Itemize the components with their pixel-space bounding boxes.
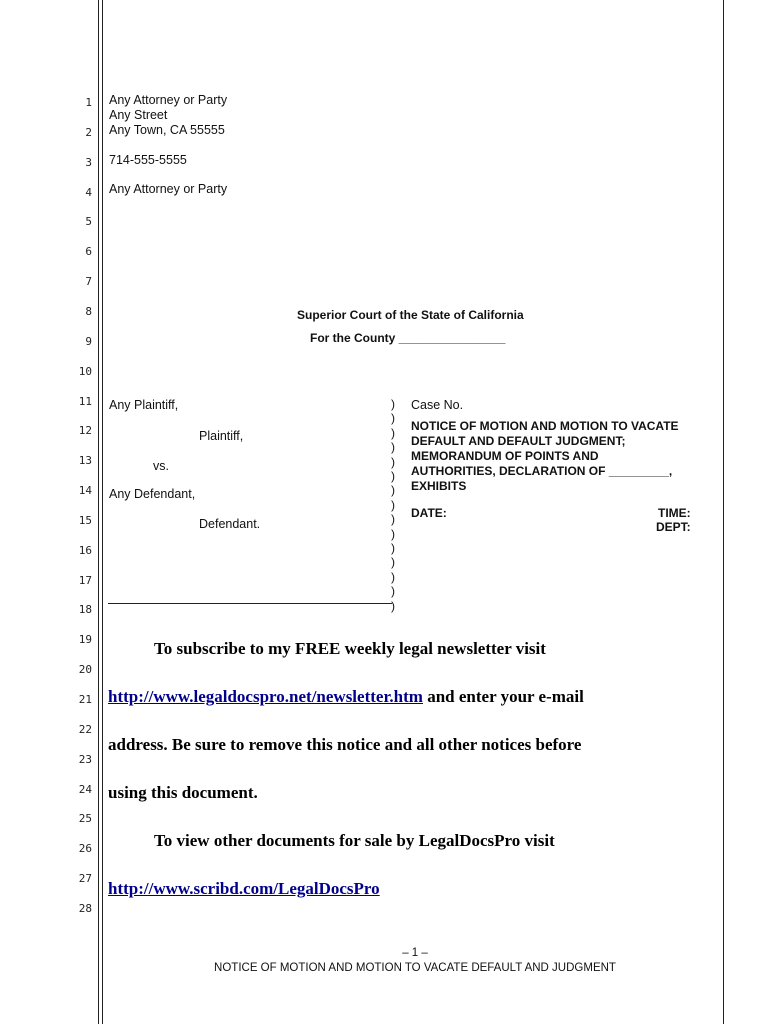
line-number: 24 (78, 782, 92, 796)
hearing-time-label: TIME: (658, 506, 691, 520)
caption-paren: ) (391, 541, 395, 555)
caption-paren: ) (391, 569, 395, 584)
attorney-for: Any Attorney or Party (109, 182, 228, 196)
line-number: 12 (78, 424, 92, 438)
line-number: 3 (85, 155, 92, 169)
line-number: 8 (85, 304, 92, 318)
left-margin-rule-inner (102, 0, 103, 1024)
court-title: Superior Court of the State of California (297, 308, 524, 322)
versus: vs. (153, 459, 169, 473)
caption-paren: ) (391, 469, 395, 483)
line-number: 22 (78, 722, 92, 736)
newsletter-link-line (108, 687, 584, 707)
plaintiff-name: Any Plaintiff, (109, 398, 179, 412)
caption-paren: ) (391, 497, 395, 512)
other-documents-line: To view other documents for sale by LegalDocsPro visit (154, 831, 555, 850)
line-number: 27 (78, 872, 92, 886)
remove-notice-line: address. Be sure to remove this notice and all other notices before (108, 735, 582, 754)
document-title (411, 419, 711, 494)
caption-paren: ) (391, 397, 395, 411)
caption-paren: ) (391, 454, 395, 469)
caption-paren: ) (391, 512, 395, 527)
line-number: 19 (78, 633, 92, 647)
footer-title: NOTICE OF MOTION AND MOTION TO VACATE DEFAULT AND JUDGMENT (214, 962, 616, 974)
page-number: – 1 – (402, 947, 428, 959)
attorney-street: Any Street (109, 108, 168, 122)
caption-bottom-rule (108, 603, 392, 604)
newsletter-link[interactable]: http://www.legaldocspro.net/newsletter.htm (108, 687, 423, 706)
using-document-line: using this document. (108, 783, 258, 802)
line-number: 17 (78, 573, 92, 587)
line-number: 25 (78, 812, 92, 826)
line-number: 5 (85, 215, 92, 229)
line-number: 21 (78, 693, 92, 706)
left-margin-rule-outer (98, 0, 99, 1024)
hearing-date-label: DATE: (411, 506, 447, 520)
plaintiff-role: Plaintiff, (199, 429, 244, 443)
caption-paren: ) (391, 584, 395, 599)
line-number: 20 (78, 663, 92, 677)
document-title-line: NOTICE OF MOTION AND MOTION TO VACATE (411, 419, 679, 433)
line-number: 28 (78, 901, 92, 915)
line-number: 14 (78, 484, 92, 498)
line-number: 7 (85, 275, 92, 289)
document-title-line: EXHIBITS (411, 479, 467, 493)
newsletter-link-suffix: and enter your e-mail (427, 687, 584, 706)
court-county: For the County ________________ (310, 331, 506, 345)
document-title-line: DEFAULT AND DEFAULT JUDGMENT; (411, 434, 626, 448)
line-number: 9 (85, 334, 92, 348)
case-number-label: Case No. (411, 398, 464, 412)
line-number: 6 (85, 245, 92, 259)
attorney-city: Any Town, CA 55555 (109, 123, 225, 137)
newsletter-notice-line: To subscribe to my FREE weekly legal newsletter visit (154, 639, 546, 658)
caption-paren: ) (391, 526, 395, 541)
caption-paren: ) (391, 598, 395, 613)
line-number: 13 (78, 454, 92, 468)
line-number: 10 (78, 364, 92, 378)
caption-paren: ) (391, 555, 395, 570)
scribd-link[interactable]: http://www.scribd.com/LegalDocsPro (108, 879, 380, 898)
line-number: 1 (85, 96, 92, 109)
hearing-dept-label: DEPT: (656, 520, 691, 534)
line-number: 26 (78, 842, 92, 856)
line-number: 23 (78, 752, 92, 766)
attorney-name: Any Attorney or Party (109, 93, 228, 107)
caption-paren: ) (391, 411, 395, 426)
caption-paren: ) (391, 440, 395, 455)
document-title-line: MEMORANDUM OF POINTS AND (411, 449, 599, 463)
scribd-link-line (108, 879, 380, 899)
line-number: 18 (78, 603, 92, 617)
attorney-phone: 714-555-5555 (109, 153, 187, 167)
right-margin-rule (723, 0, 724, 1024)
line-number: 2 (85, 125, 92, 139)
document-title-line: AUTHORITIES, DECLARATION OF _________, (411, 464, 673, 478)
defendant-name: Any Defendant, (109, 487, 196, 501)
defendant-role: Defendant. (199, 517, 261, 531)
line-number: 11 (78, 394, 92, 408)
caption-paren: ) (391, 483, 395, 498)
caption-paren: ) (391, 425, 395, 440)
line-number: 4 (85, 185, 92, 199)
line-number: 16 (78, 543, 92, 557)
line-number: 15 (78, 513, 92, 527)
